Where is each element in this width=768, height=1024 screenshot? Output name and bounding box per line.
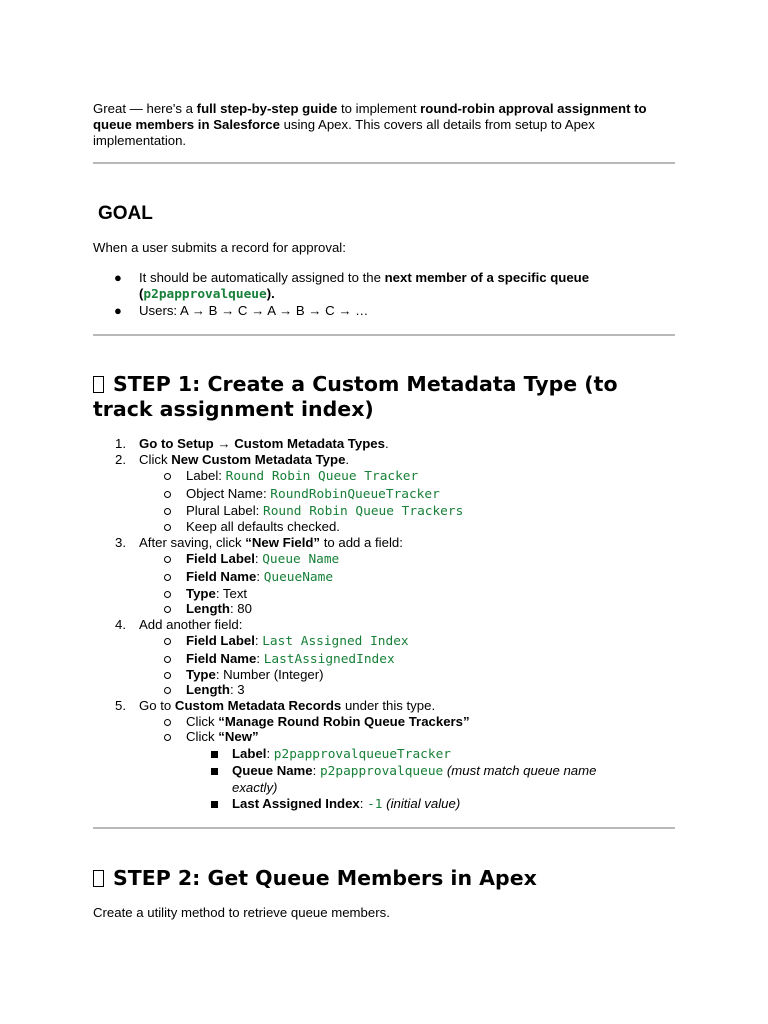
divider bbox=[93, 162, 675, 164]
sub-list-item: Field Label: Queue Name bbox=[93, 551, 675, 567]
goal-bullet: Users: A → B → C → A → B → C → … bbox=[139, 303, 369, 318]
circle-bullet-icon bbox=[164, 638, 171, 645]
sub-list-item: Type: Number (Integer) bbox=[93, 667, 675, 683]
bullet-icon: ● bbox=[114, 303, 122, 318]
circle-bullet-icon bbox=[164, 574, 171, 581]
missing-glyph-icon bbox=[93, 870, 104, 887]
circle-bullet-icon bbox=[164, 473, 171, 480]
goal-heading: GOAL bbox=[98, 203, 153, 224]
sub-list-item: Click “Manage Round Robin Queue Trackers” bbox=[93, 714, 675, 730]
intro-paragraph bbox=[93, 101, 675, 149]
list-item: 2. Click New Custom Metadata Type. bbox=[115, 452, 350, 467]
circle-bullet-icon bbox=[164, 734, 171, 741]
circle-bullet-icon bbox=[164, 606, 171, 613]
divider bbox=[93, 334, 675, 336]
queue-code: p2papprovalqueue bbox=[143, 287, 267, 302]
sub-list-item: Length: 3 bbox=[93, 682, 675, 698]
intro-bold: round-robin approval assignment to queue members in Salesforce bbox=[93, 101, 647, 132]
sub-list-item: Object Name: RoundRobinQueueTracker bbox=[93, 486, 675, 502]
circle-bullet-icon bbox=[164, 672, 171, 679]
sub-list-item: Plural Label: Round Robin Queue Trackers bbox=[93, 503, 675, 519]
intro-text: to implement bbox=[337, 101, 421, 116]
square-bullet-icon bbox=[211, 751, 218, 758]
list-item: 3. After saving, click “New Field” to add a field: bbox=[115, 535, 403, 550]
sub-sub-list-item: Last Assigned Index: -1 (initial value) bbox=[93, 796, 675, 812]
step1-heading: STEP 1: Create a Custom Metadata Type (to track assignment index) bbox=[93, 372, 618, 421]
square-bullet-icon bbox=[211, 768, 218, 775]
sub-sub-list-item: Queue Name: p2papprovalqueue (must match queue name exactly) bbox=[93, 763, 675, 795]
circle-bullet-icon bbox=[164, 524, 171, 531]
intro-bold: full step-by-step guide bbox=[196, 101, 338, 116]
divider bbox=[93, 827, 675, 829]
circle-bullet-icon bbox=[164, 491, 171, 498]
sub-list-item: Field Label: Last Assigned Index bbox=[93, 633, 675, 649]
square-bullet-icon bbox=[211, 801, 218, 808]
circle-bullet-icon bbox=[164, 687, 171, 694]
goal-bullet: It should be automatically assigned to the next member of a specific queue (p2papprovalqueue). bbox=[139, 270, 590, 302]
missing-glyph-icon bbox=[93, 376, 104, 393]
sub-list-item: Type: Text bbox=[93, 586, 675, 602]
sub-sub-list-item: Label: p2papprovalqueueTracker bbox=[93, 746, 675, 762]
intro-text: Great — here's a bbox=[93, 101, 197, 116]
sub-list-item: Length: 80 bbox=[93, 601, 675, 617]
circle-bullet-icon bbox=[164, 656, 171, 663]
bullet-icon: ● bbox=[114, 270, 122, 285]
sub-list-item: Keep all defaults checked. bbox=[93, 519, 675, 535]
circle-bullet-icon bbox=[164, 508, 171, 515]
intro-text: using Apex. This covers all details from setup to Apex implementation. bbox=[93, 117, 595, 148]
sub-list-item: Field Name: QueueName bbox=[93, 569, 675, 585]
sub-list-item: Label: Round Robin Queue Tracker bbox=[93, 468, 675, 484]
sub-list-item: Field Name: LastAssignedIndex bbox=[93, 651, 675, 667]
step2-heading: STEP 2: Get Queue Members in Apex bbox=[93, 866, 675, 891]
circle-bullet-icon bbox=[164, 591, 171, 598]
list-item: 5. Go to Custom Metadata Records under this type. bbox=[115, 698, 436, 713]
circle-bullet-icon bbox=[164, 719, 171, 726]
circle-bullet-icon bbox=[164, 556, 171, 563]
goal-lead: When a user submits a record for approval: bbox=[93, 240, 346, 255]
list-item: 4. Add another field: bbox=[115, 617, 243, 632]
sub-list-item: Click “New” bbox=[93, 729, 675, 745]
list-item: 1. Go to Setup → Custom Metadata Types. bbox=[115, 436, 389, 451]
step2-lead: Create a utility method to retrieve queue members. bbox=[93, 905, 390, 920]
